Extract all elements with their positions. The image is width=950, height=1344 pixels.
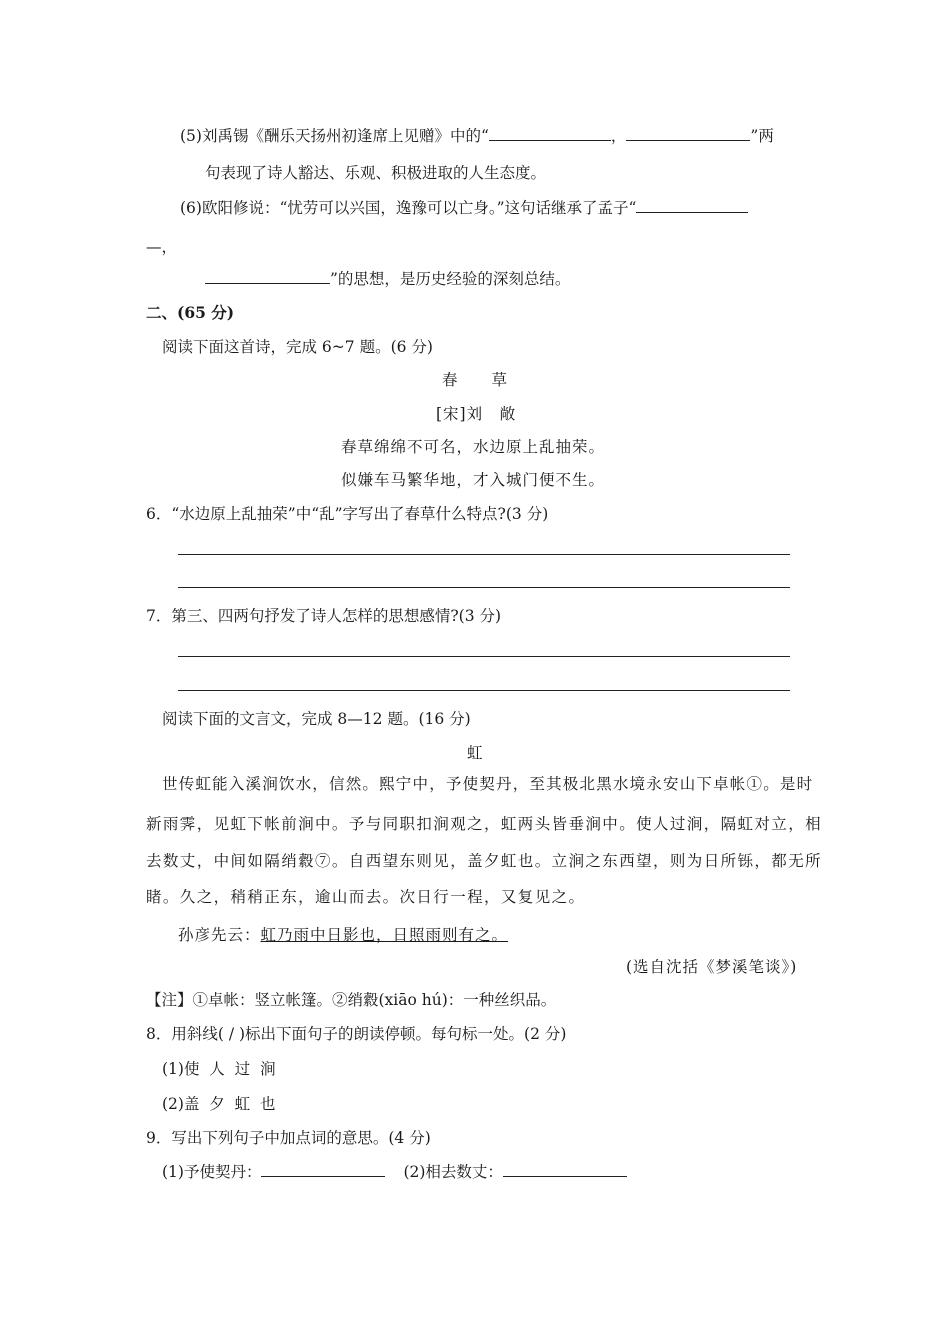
question-8: 8．用斜线( / )标出下面句子的朗读停顿。每句标一处。(2 分)	[146, 1025, 567, 1043]
q9-blank-1[interactable]	[261, 1162, 385, 1177]
q5-suffix: ”两	[750, 127, 774, 145]
poem-line-1: 春草绵绵不可名，水边原上乱抽荣。	[341, 438, 606, 456]
question-9-1: (1)予使契丹：	[162, 1163, 262, 1181]
q5-line2: 句表现了诗人豁达、乐观、积极进取的人生态度。	[205, 164, 547, 182]
answer-line-6a[interactable]	[178, 554, 790, 555]
answer-line-7a[interactable]	[178, 656, 790, 657]
answer-line-7b[interactable]	[178, 690, 790, 691]
prose-source: (选自沈括《梦溪笔谈》)	[626, 958, 798, 976]
q9-blank-2[interactable]	[503, 1162, 627, 1177]
poem-intro: 阅读下面这首诗，完成 6~7 题。(6 分)	[162, 338, 433, 356]
q6-recite-text: (6)欧阳修说：“忧劳可以兴国，逸豫可以亡身。”这句话继承了孟子“	[180, 199, 637, 217]
prose-line-2: 新雨霁，见虹下帐前涧中。予与同职扣涧观之，虹两头皆垂涧中。使人过涧，隔虹对立，相	[146, 815, 823, 833]
q6-recite-wrap: —，	[146, 238, 178, 256]
prose-intro: 阅读下面的文言文，完成 8—12 题。(16 分)	[162, 710, 471, 728]
question-9-items	[162, 1161, 627, 1183]
question-8-1: (1)使 人 过 涧	[162, 1060, 276, 1078]
question-8-2: (2)盖 夕 虹 也	[162, 1095, 276, 1113]
q6-recite-blank-2[interactable]	[205, 269, 330, 284]
poem-line-2: 似嫌车马繁华地，才入城门便不生。	[341, 471, 606, 489]
poem-author: [宋]刘 敞	[436, 405, 517, 423]
prose-line-3: 去数丈，中间如隔绡縠⑦。自西望东则见，盖夕虹也。立涧之东西望，则为日所铄，都无所	[146, 852, 823, 870]
q5-sep: ，	[610, 127, 627, 145]
prose-p2-prefix: 孙彦先云：	[178, 926, 261, 944]
q6-recite-blank-1[interactable]	[636, 198, 748, 213]
question-9: 9．写出下列句子中加点词的意思。(4 分)	[146, 1129, 431, 1147]
q5-blank-2[interactable]	[626, 126, 750, 141]
q5-blank-1[interactable]	[489, 126, 611, 141]
q6-recite-line1	[180, 197, 748, 219]
question-9-2: (2)相去数丈：	[403, 1163, 503, 1181]
q6-recite-suffix: ”的思想，是历史经验的深刻总结。	[330, 270, 571, 288]
note: 【注】①卓帐：竖立帐篷。②绡縠(xiāo hú)：一种丝织品。	[146, 991, 557, 1009]
question-6: 6．“水边原上乱抽荣”中“乱”字写出了春草什么特点?(3 分)	[146, 505, 549, 523]
question-7: 7．第三、四两句抒发了诗人怎样的思想感情?(3 分)	[146, 607, 502, 625]
prose-para-2	[178, 924, 508, 946]
prose-title: 虹	[467, 744, 484, 762]
prose-line-1: 世传虹能入溪涧饮水，信然。熙宁中，予使契丹，至其极北黑水境永安山下卓帐①。是时	[162, 775, 814, 793]
q5-line1	[180, 125, 774, 147]
answer-line-6b[interactable]	[178, 587, 790, 588]
q6-recite-line3	[205, 268, 570, 290]
prose-p2-underlined: 虹乃雨中日影也，日照雨则有之。	[260, 926, 509, 944]
section-heading: 二、(65 分)	[146, 303, 235, 322]
prose-line-4: 睹。久之，稍稍正东，逾山而去。次日行一程，又复见之。	[146, 888, 586, 906]
poem-title: 春 草	[442, 371, 509, 389]
q5-prefix: (5)刘禹锡《酬乐天扬州初逢席上见赠》中的“	[180, 127, 489, 145]
